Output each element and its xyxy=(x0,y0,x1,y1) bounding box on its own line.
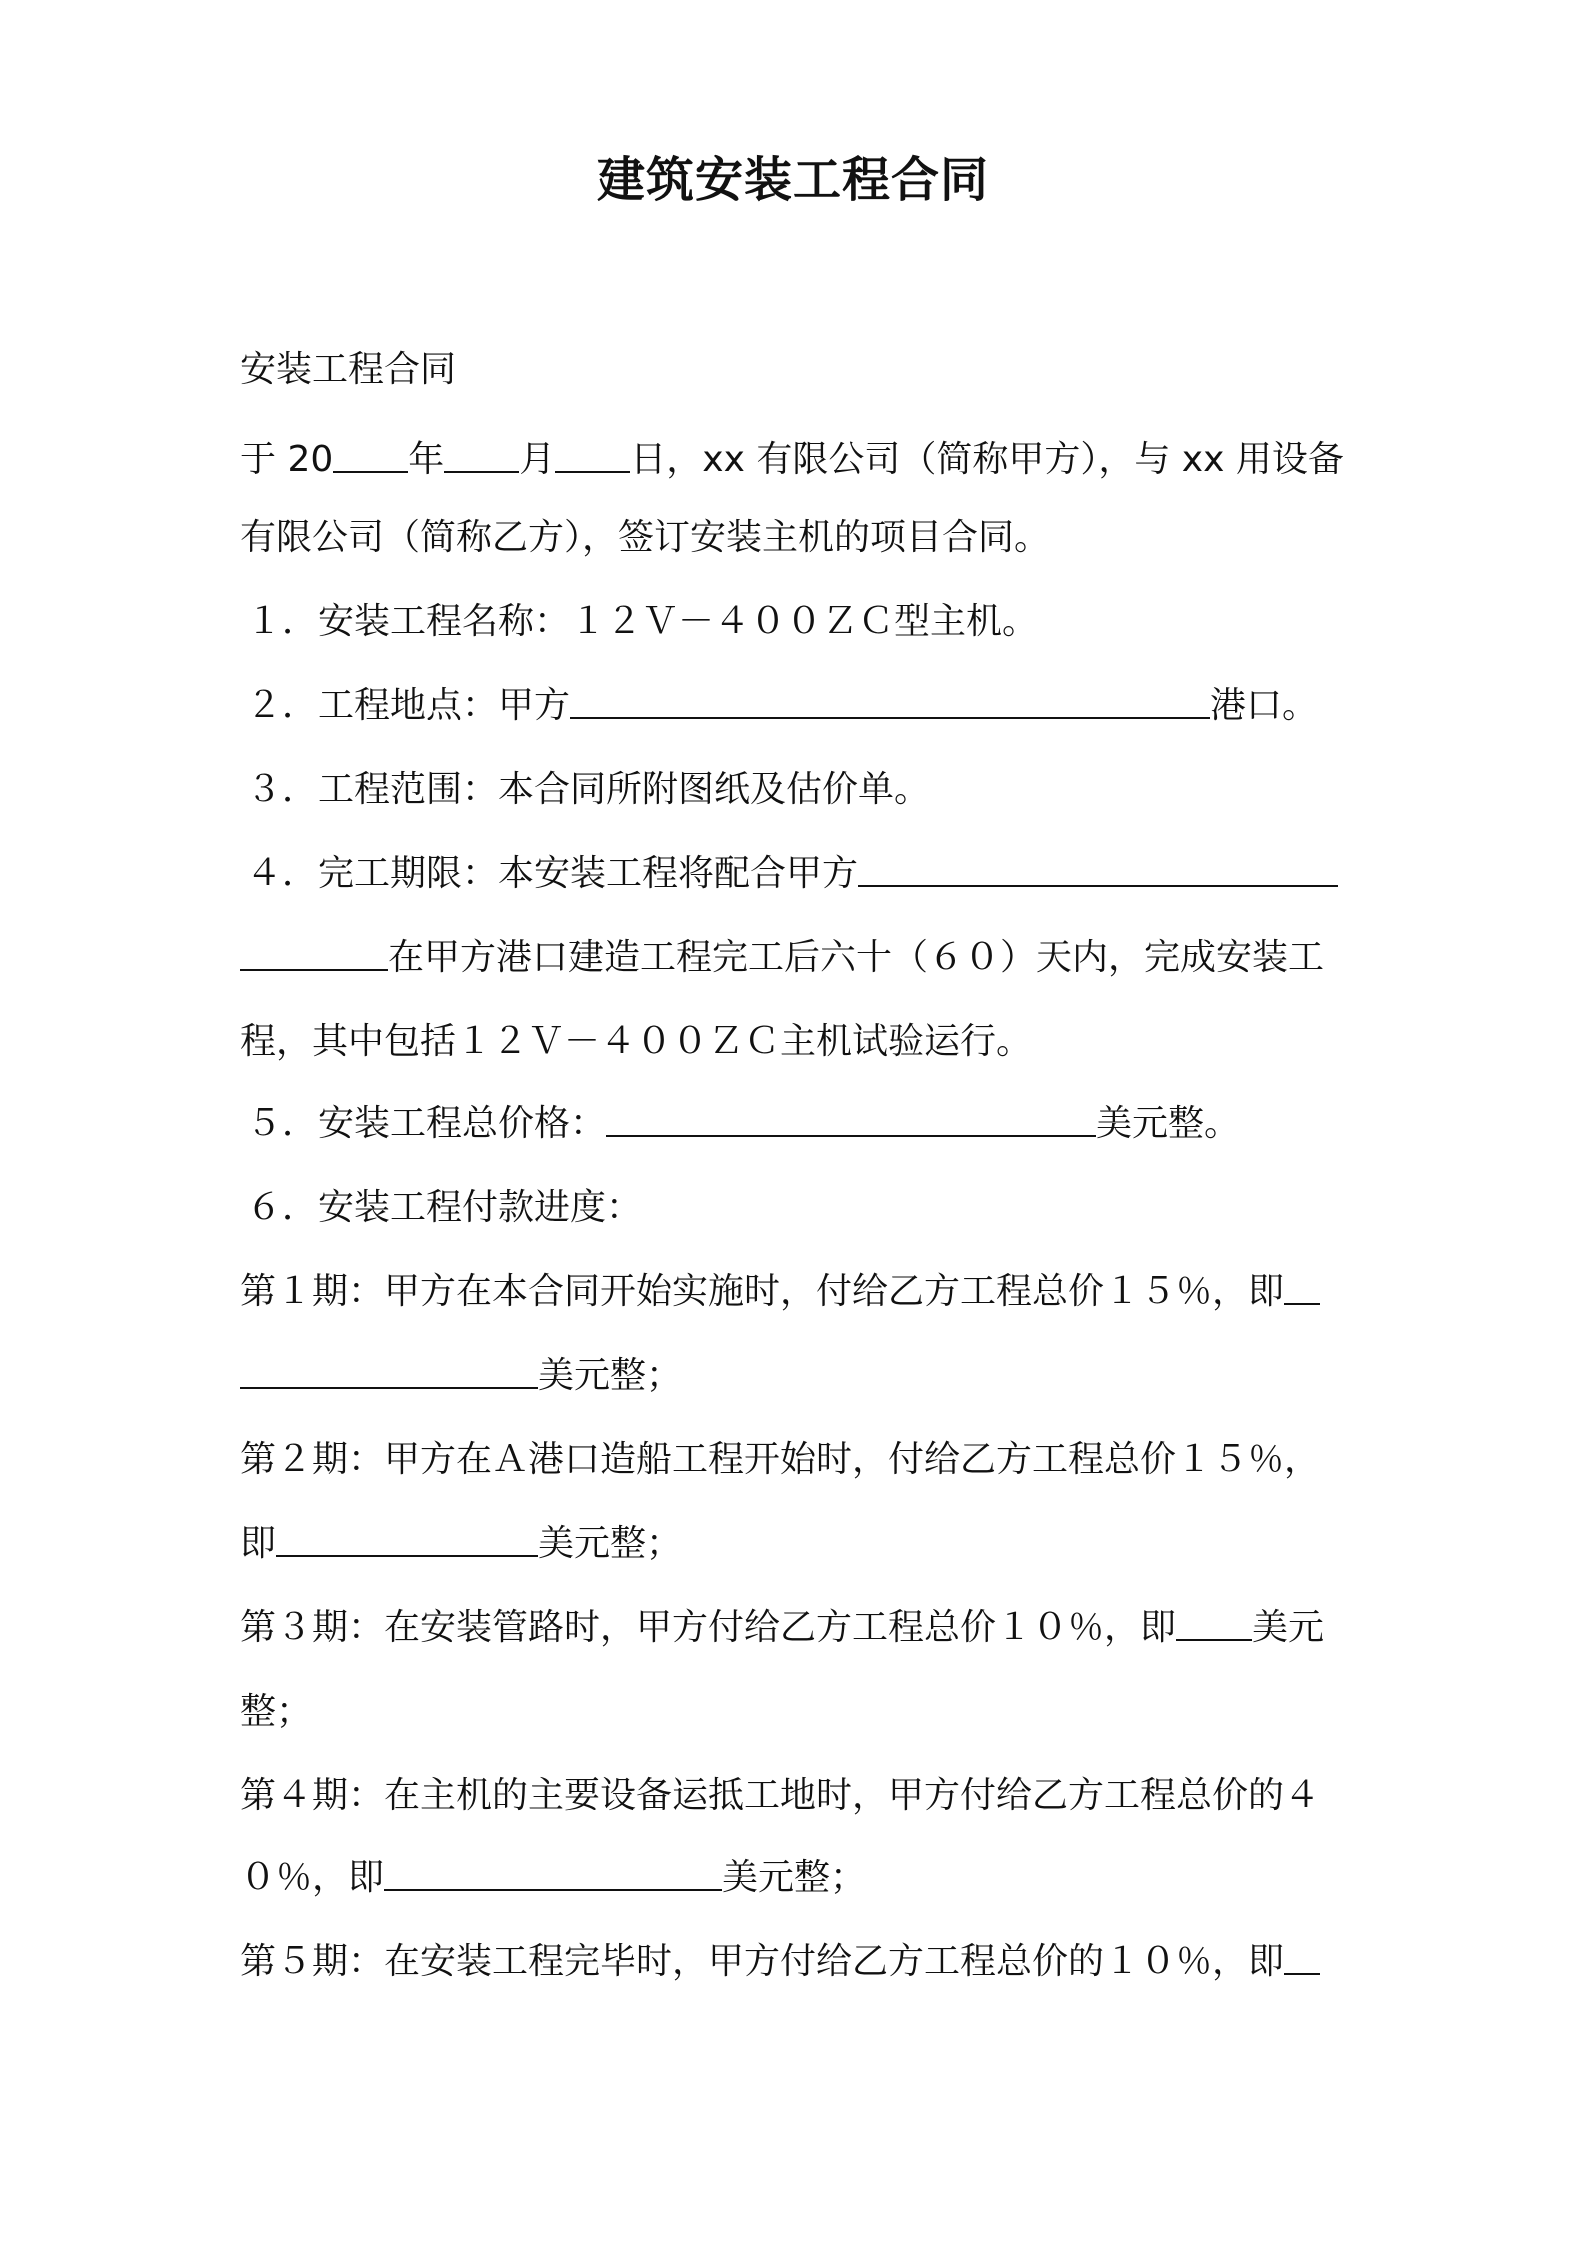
phase-1-amount-blank-continued[interactable] xyxy=(240,1351,538,1389)
document-title: 建筑安装工程合同 xyxy=(596,152,989,208)
payment-phase-2-continued xyxy=(240,1516,1352,1572)
clause-1 xyxy=(246,594,1358,650)
text-segment: １．安装工程名称：１２Ｖ－４００ＺＣ型主机。 xyxy=(246,601,1039,642)
text-segment: 美元整。 xyxy=(1096,1103,1241,1144)
contract-subtitle xyxy=(240,342,1352,398)
clause-4-continued xyxy=(240,1014,1352,1070)
text-segment: 在甲方港口建造工程完工后六十（６０）天内，完成安装工 xyxy=(388,937,1325,978)
phase-2-amount-blank[interactable] xyxy=(276,1519,538,1557)
location-blank[interactable] xyxy=(570,681,1210,719)
clause-3 xyxy=(246,762,1358,818)
text-segment: 第５期：在安装工程完毕时，甲方付给乙方工程总价的１０％，即 xyxy=(240,1941,1285,1982)
text-segment: 美元 xyxy=(1252,1607,1325,1648)
payment-phase-3-continued xyxy=(240,1684,1352,1740)
month-blank[interactable] xyxy=(444,435,519,473)
payment-phase-1 xyxy=(240,1264,1352,1320)
year-blank[interactable] xyxy=(333,435,408,473)
contract-date-line xyxy=(240,432,1352,488)
text-segment: 第３期：在安装管路时，甲方付给乙方工程总价１０％，即 xyxy=(240,1607,1177,1648)
clause-2 xyxy=(246,678,1358,734)
text-segment: 第２期：甲方在Ａ港口造船工程开始时，付给乙方工程总价１５％， xyxy=(240,1439,1321,1480)
clause-4 xyxy=(246,846,1358,902)
text-segment: 日，xx 有限公司（简称甲方），与 xx 用设备 xyxy=(630,439,1344,480)
payment-phase-4-continued xyxy=(240,1850,1352,1906)
text-segment: 月 xyxy=(519,439,556,480)
day-blank[interactable] xyxy=(555,435,630,473)
clause-5 xyxy=(246,1096,1358,1152)
text-segment: ３．工程范围：本合同所附图纸及估价单。 xyxy=(246,769,931,810)
phase-5-amount-blank[interactable] xyxy=(1284,1937,1320,1975)
phase-1-amount-blank[interactable] xyxy=(1284,1267,1320,1305)
completion-blank[interactable] xyxy=(858,849,1338,887)
text-segment: 于 20 xyxy=(240,439,334,480)
text-segment: 有限公司（简称乙方），签订安装主机的项目合同。 xyxy=(240,517,1051,558)
text-segment: 美元整； xyxy=(538,1523,683,1564)
payment-phase-5 xyxy=(240,1934,1352,1990)
payment-phase-1-continued xyxy=(240,1348,1352,1404)
text-segment: 第１期：甲方在本合同开始实施时，付给乙方工程总价１５％，即 xyxy=(240,1271,1285,1312)
clause-6 xyxy=(246,1180,1358,1236)
phase-4-amount-blank[interactable] xyxy=(384,1853,722,1891)
payment-phase-4 xyxy=(240,1768,1352,1824)
text-segment: 安装工程合同 xyxy=(240,349,457,390)
contract-paragraph-line xyxy=(240,510,1352,566)
text-segment: 第４期：在主机的主要设备运抵工地时，甲方付给乙方工程总价的４ xyxy=(240,1775,1321,1816)
text-segment: ０％，即 xyxy=(240,1857,385,1898)
payment-phase-2 xyxy=(240,1432,1352,1488)
payment-phase-3 xyxy=(240,1600,1352,1656)
text-segment: 即 xyxy=(240,1523,277,1564)
text-segment: 美元整； xyxy=(722,1857,867,1898)
text-segment: 程，其中包括１２Ｖ－４００ＺＣ主机试验运行。 xyxy=(240,1021,1033,1062)
text-segment: ２．工程地点：甲方 xyxy=(246,685,571,726)
text-segment: 整； xyxy=(240,1691,313,1732)
phase-3-amount-blank[interactable] xyxy=(1176,1603,1252,1641)
text-segment: ４．完工期限：本安装工程将配合甲方 xyxy=(246,853,859,894)
clause-4-continued xyxy=(240,930,1352,986)
total-price-blank[interactable] xyxy=(606,1099,1096,1137)
text-segment: ５．安装工程总价格： xyxy=(246,1103,607,1144)
text-segment: ６．安装工程付款进度： xyxy=(246,1187,643,1228)
text-segment: 港口。 xyxy=(1210,685,1319,726)
text-segment: 年 xyxy=(408,439,445,480)
completion-blank-continued[interactable] xyxy=(240,933,388,971)
text-segment: 美元整； xyxy=(538,1355,683,1396)
